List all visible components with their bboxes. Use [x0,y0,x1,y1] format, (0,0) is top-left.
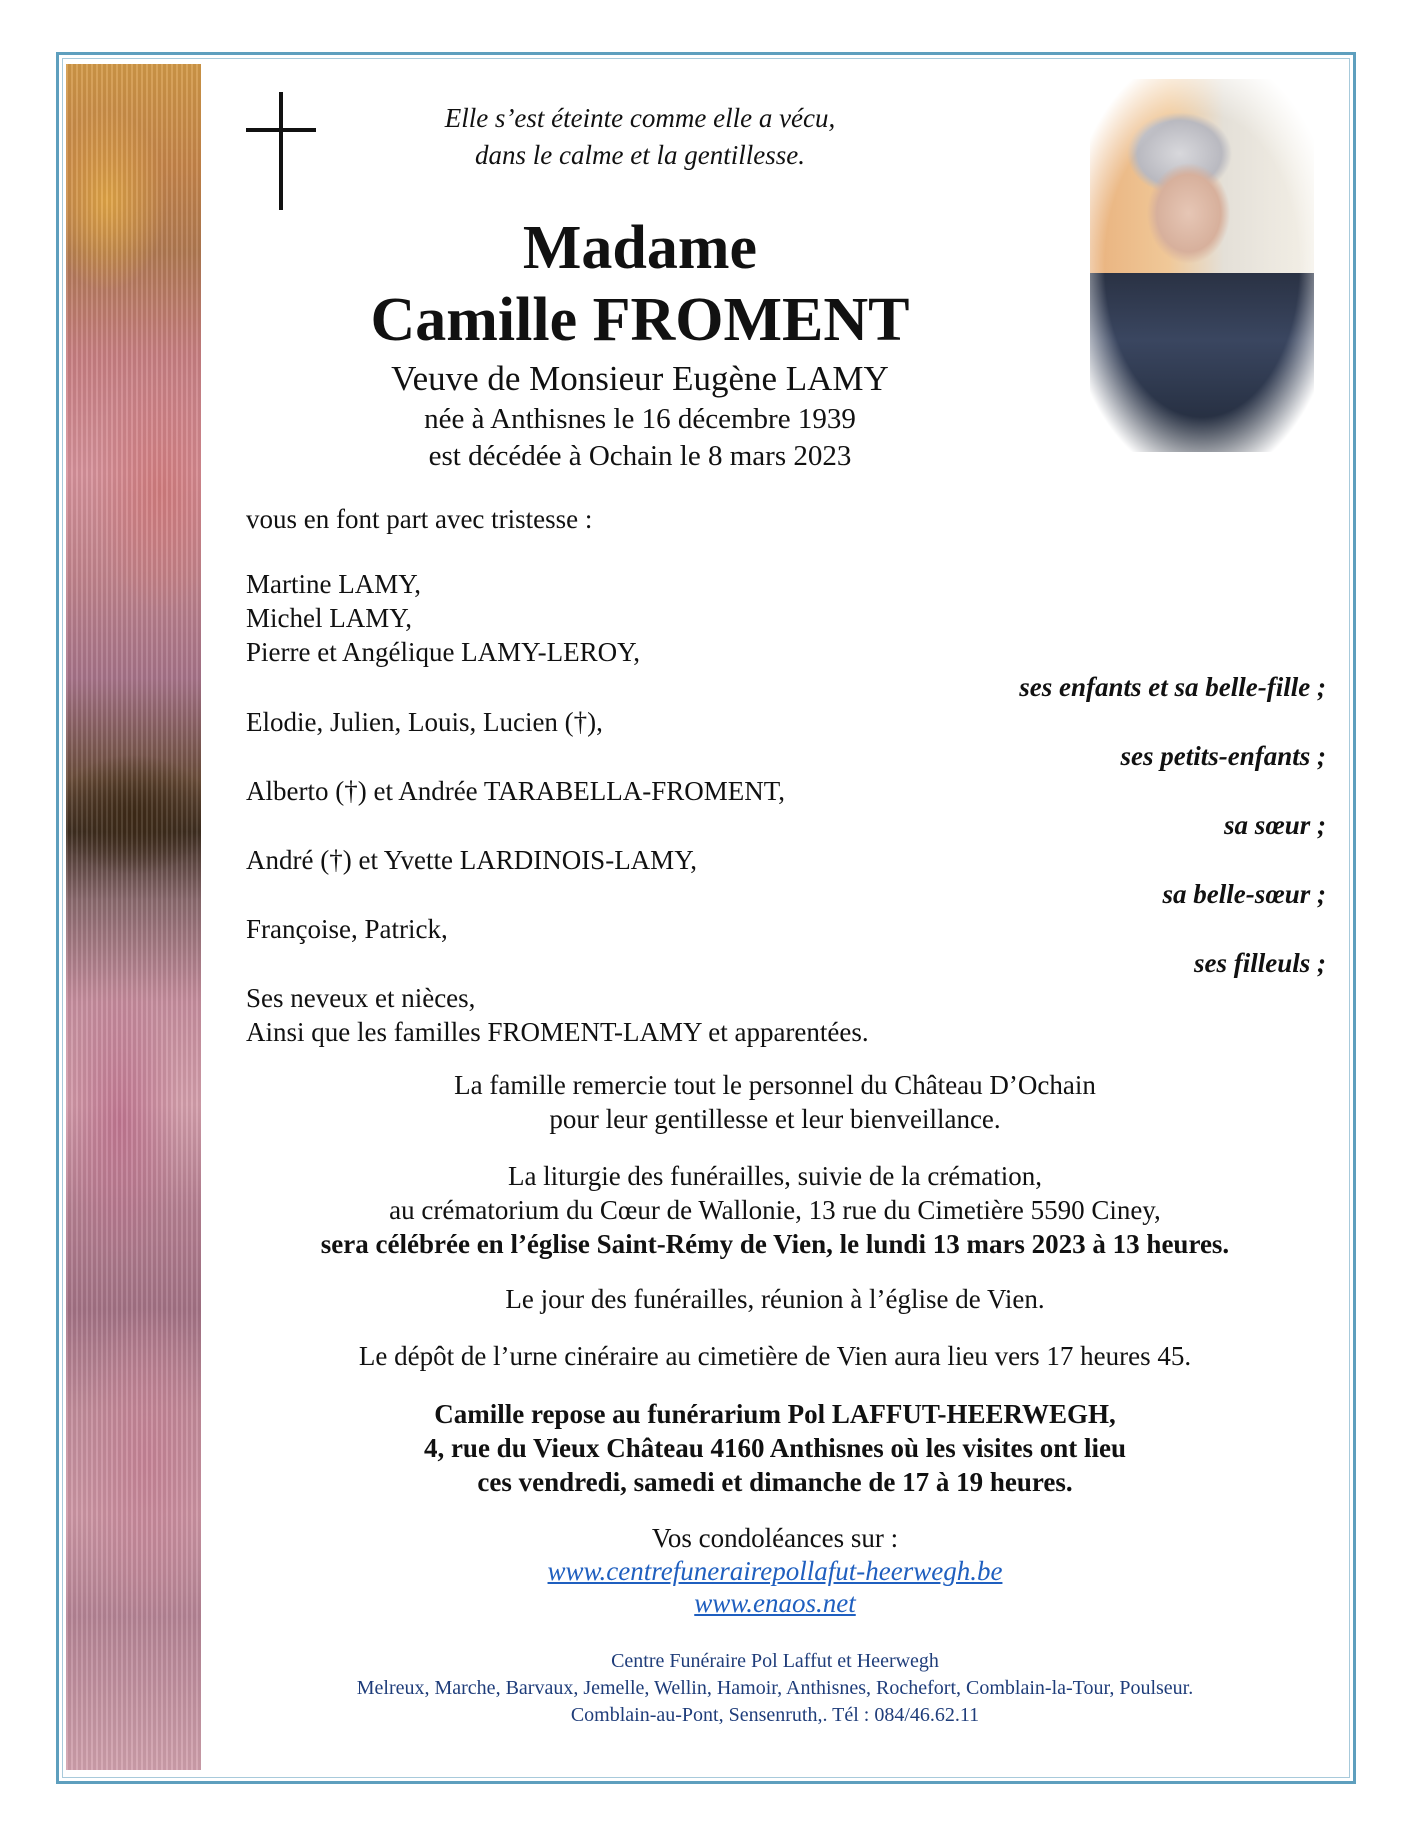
liturgy-line-2: au crématorium du Cœur de Wallonie, 13 rue du Cimetière 5590 Ciney, [389,1195,1161,1225]
grandchildren: Elodie, Julien, Louis, Lucien (†), [246,707,603,737]
sister: Alberto (†) et Andrée TARABELLA-FROMENT, [246,776,785,806]
children-role: ses enfants et sa belle-fille ; [1019,672,1326,702]
rest-line-3: ces vendredi, samedi et dimanche de 17 à 19 heures. [477,1467,1073,1497]
death-info: est décédée à Ochain le 8 mars 2023 [428,440,852,472]
footer-line-2: Melreux, Marche, Barvaux, Jemelle, Wellin, Hamoir, Anthisnes, Rochefort, Comblain-la-Tour, Poulseur. [356,1677,1194,1699]
sister-in-law: André (†) et Yvette LARDINOIS-LAMY, [246,845,697,875]
liturgy-line-1: La liturgie des funérailles, suivie de la crémation, [507,1161,1043,1191]
portrait-photo [1090,79,1314,452]
urn-text: Le dépôt de l’urne cinéraire au cimetière de Vien aura lieu vers 17 heures 45. [358,1341,1192,1371]
footer-line-1: Centre Funéraire Pol Laffut et Heerwegh [611,1650,939,1672]
godchildren: Françoise, Patrick, [246,914,448,944]
condolences-link-1-text[interactable]: www.centrefunerairepollafut-heerwegh.be [547,1556,1003,1586]
sister-role: sa sœur ; [1223,810,1326,840]
deceased-name: Camille FROMENT [370,286,910,354]
meeting-text: Le jour des funérailles, réunion à l’église de Vien. [505,1284,1045,1314]
deceased-title: Madame [522,214,758,282]
nephews-nieces: Ses neveux et nièces, [246,983,476,1013]
condolences-label: Vos condoléances sur : [651,1523,899,1553]
rest-line-2: 4, rue du Vieux Château 4160 Anthisnes où les visites ont lieu [423,1433,1127,1463]
rest-line-1: Camille repose au funérarium Pol LAFFUT-HEERWEGH, [434,1399,1116,1429]
widow-of: Veuve de Monsieur Eugène LAMY [391,359,889,398]
child-1: Martine LAMY, [246,569,421,599]
child-2: Michel LAMY, [246,603,412,633]
godchildren-role: ses filleuls ; [1194,948,1326,978]
epigraph [300,100,980,174]
related-families: Ainsi que les familles FROMENT-LAMY et apparentées. [246,1017,869,1047]
thanks-line-2: pour leur gentillesse et leur bienveillance. [549,1104,1001,1134]
intro-text: vous en font part avec tristesse : [246,504,593,534]
child-3: Pierre et Angélique LAMY-LEROY, [246,637,640,667]
epigraph-line-1: Elle s’est éteinte comme elle a vécu, [444,103,836,133]
sister-in-law-role: sa belle-sœur ; [1162,879,1326,909]
epigraph-line-2: dans le calme et la gentillesse. [475,140,805,170]
liturgy-line-3: sera célébrée en l’église Saint-Rémy de Vien, le lundi 13 mars 2023 à 13 heures. [320,1229,1230,1259]
footer-line-3: Comblain-au-Pont, Sensenruth,. Tél : 084/46.62.11 [570,1704,980,1726]
birth-info: née à Anthisnes le 16 décembre 1939 [424,403,856,435]
condolences-link-1[interactable] [230,1555,1320,1587]
condolences-link-2-text[interactable]: www.enaos.net [694,1588,856,1618]
decorative-side-photo [66,64,201,1770]
thanks-line-1: La famille remercie tout le personnel du Château D’Ochain [454,1070,1096,1100]
condolences-link-2[interactable] [230,1587,1320,1619]
grandchildren-role: ses petits-enfants ; [1120,741,1326,771]
